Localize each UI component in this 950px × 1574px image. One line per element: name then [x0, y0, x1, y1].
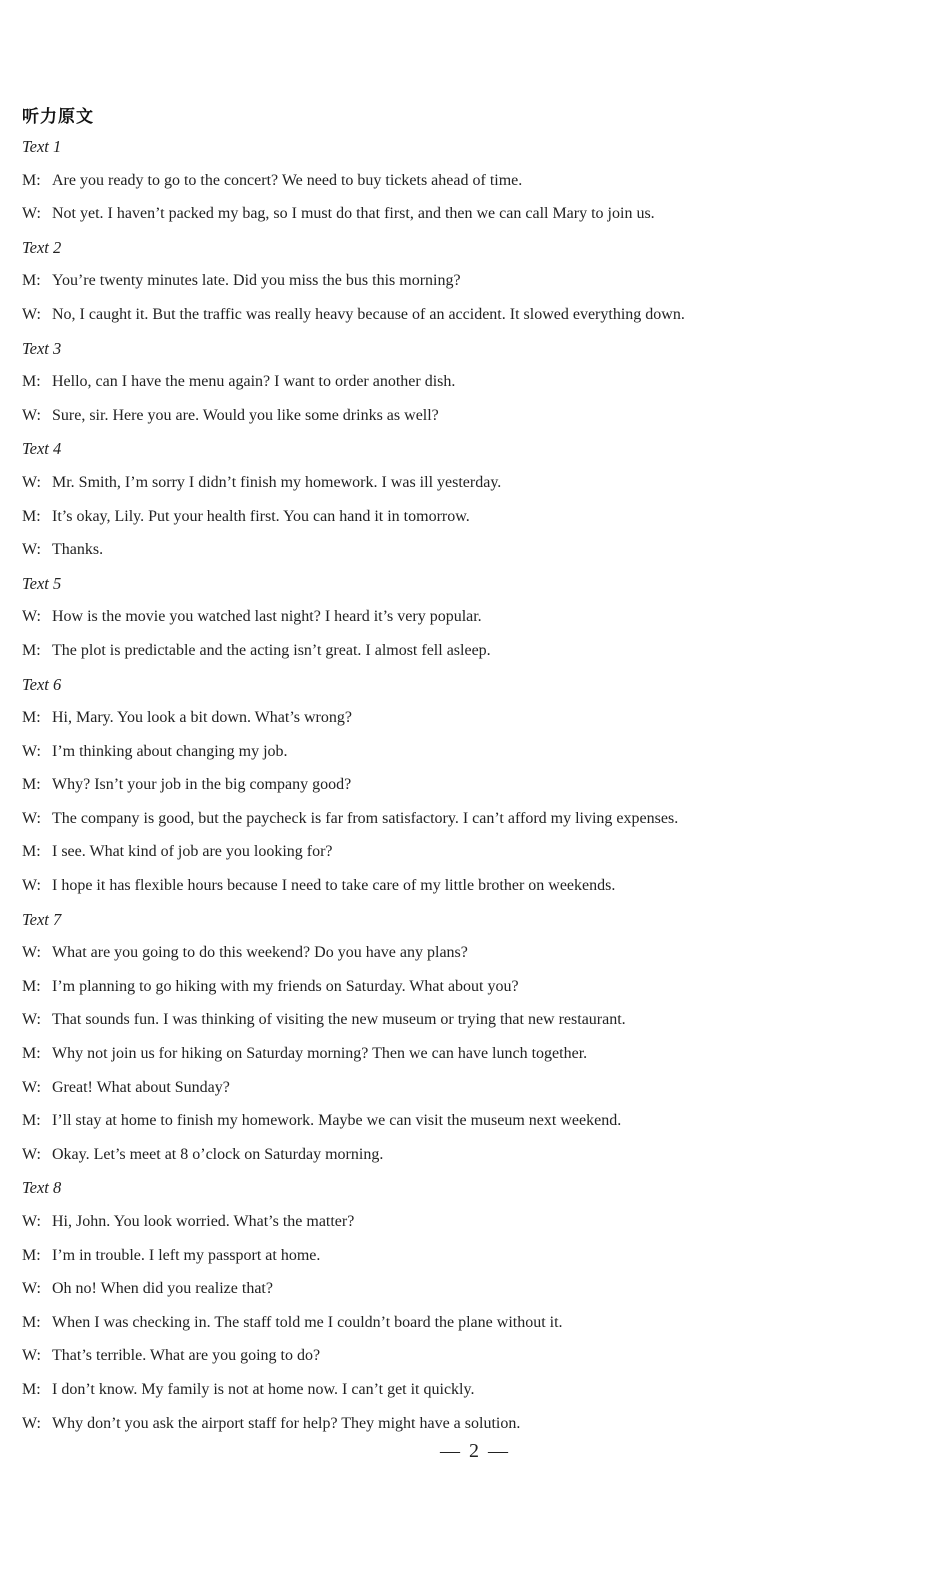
section-label: Text 2: [22, 237, 62, 257]
dialogue-text: I’ll stay at home to finish my homework. Maybe we can visit the museum next weekend.: [52, 1112, 622, 1130]
speaker-label: M:: [22, 1045, 41, 1063]
dialogue-line: [22, 1071, 922, 1105]
page-number: — 2 —: [440, 1440, 510, 1462]
dialogue-line: [22, 936, 922, 970]
speaker-label: M:: [22, 1313, 41, 1331]
dialogue-line: [22, 399, 922, 433]
dialogue-line: [22, 1306, 922, 1340]
dialogue-text: It’s okay, Lily. Put your health first. You can hand it in tomorrow.: [52, 507, 470, 525]
section-label: Text 3: [22, 338, 62, 358]
speaker-label: W:: [22, 1078, 41, 1096]
speaker-label: M:: [22, 373, 41, 391]
dialogue-text: Are you ready to go to the concert? We need to buy tickets ahead of time.: [52, 171, 523, 189]
dialogue-line: [22, 1407, 922, 1441]
speaker-label: W:: [22, 205, 41, 223]
speaker-label: W:: [22, 305, 41, 323]
dialogue-text: Oh no! When did you realize that?: [52, 1280, 273, 1298]
dialogue-line: [22, 298, 922, 332]
dialogue-line: [22, 533, 922, 567]
speaker-label: W:: [22, 473, 41, 491]
dialogue-line: [22, 735, 922, 769]
dialogue-line: [22, 634, 922, 668]
speaker-label: W:: [22, 1213, 41, 1230]
dialogue-line: [22, 835, 922, 869]
section-label: Text 8: [22, 1178, 62, 1198]
section-label: Text 4: [22, 439, 62, 459]
transcript-body: [22, 130, 922, 1440]
dialogue-line: [22, 802, 922, 836]
dialogue-line: [22, 600, 922, 634]
dialogue-line: [22, 1003, 922, 1037]
dialogue-line: [22, 701, 922, 735]
speaker-label: M:: [22, 776, 41, 794]
dialogue-text: Mr. Smith, I’m sorry I didn’t finish my homework. I was ill yesterday.: [52, 473, 502, 491]
speaker-label: M:: [22, 1380, 41, 1398]
dialogue-line: [22, 1037, 922, 1071]
dialogue-line: [22, 466, 922, 500]
speaker-label: M:: [22, 641, 41, 659]
dialogue-text: You’re twenty minutes late. Did you miss the bus this morning?: [52, 272, 461, 290]
section-label: Text 7: [22, 909, 62, 929]
speaker-label: W:: [22, 541, 41, 559]
dialogue-text: I don’t know. My family is not at home now. I can’t get it quickly.: [52, 1380, 475, 1398]
speaker-label: M:: [22, 171, 41, 189]
dialogue-text: Great! What about Sunday?: [52, 1078, 230, 1096]
dialogue-text: Hi, John. You look worried. What’s the matter?: [52, 1213, 355, 1230]
dialogue-line: [22, 1104, 922, 1138]
speaker-label: W:: [22, 1280, 41, 1298]
speaker-label: W:: [22, 1011, 41, 1029]
speaker-label: M:: [22, 977, 41, 995]
dialogue-text: I’m planning to go hiking with my friends on Saturday. What about you?: [52, 977, 519, 995]
dialogue-text: What are you going to do this weekend? Do you have any plans?: [52, 944, 468, 962]
speaker-label: W:: [22, 1414, 41, 1432]
dialogue-text: Why not join us for hiking on Saturday morning? Then we can have lunch together.: [52, 1045, 588, 1063]
dialogue-text: I hope it has flexible hours because I need to take care of my little brother on weekends.: [52, 877, 616, 895]
dialogue-text: That sounds fun. I was thinking of visiting the new museum or trying that new restaurant.: [52, 1011, 626, 1029]
speaker-label: W:: [22, 608, 41, 626]
dialogue-line: [22, 164, 922, 198]
dialogue-text: The company is good, but the paycheck is far from satisfactory. I can’t afford my living expenses.: [52, 809, 679, 827]
dialogue-line: [22, 264, 922, 298]
dialogue-line: [22, 1339, 922, 1373]
dialogue-line: [22, 365, 922, 399]
dialogue-line: [22, 500, 922, 534]
dialogue-line: [22, 768, 922, 802]
speaker-label: W:: [22, 877, 41, 895]
dialogue-text: No, I caught it. But the traffic was really heavy because of an accident. It slowed everything down.: [52, 305, 685, 323]
speaker-label: W:: [22, 1145, 41, 1163]
dialogue-text: How is the movie you watched last night? I heard it’s very popular.: [52, 608, 482, 626]
section-label: Text 5: [22, 573, 62, 593]
dialogue-text: Hi, Mary. You look a bit down. What’s wrong?: [52, 709, 352, 727]
dialogue-text: Not yet. I haven’t packed my bag, so I must do that first, and then we can call Mary to join us.: [52, 205, 655, 223]
dialogue-line: [22, 1272, 922, 1306]
speaker-label: W:: [22, 809, 41, 827]
speaker-label: M:: [22, 272, 41, 290]
dialogue-text: I’m thinking about changing my job.: [52, 742, 288, 760]
dialogue-text: The plot is predictable and the acting isn’t great. I almost fell asleep.: [52, 641, 491, 659]
dialogue-line: [22, 1205, 922, 1239]
speaker-label: W:: [22, 944, 41, 962]
dialogue-line: [22, 1373, 922, 1407]
speaker-label: M:: [22, 507, 41, 525]
section-label: Text 1: [22, 137, 62, 156]
dialogue-text: Hello, can I have the menu again? I want to order another dish.: [52, 373, 456, 391]
section-label: Text 6: [22, 674, 62, 694]
speaker-label: W:: [22, 1347, 41, 1365]
speaker-label: M:: [22, 1246, 41, 1264]
dialogue-text: Thanks.: [52, 541, 104, 559]
speaker-label: M:: [22, 843, 41, 861]
dialogue-text: Why? Isn’t your job in the big company good?: [52, 776, 352, 794]
dialogue-line: [22, 869, 922, 903]
dialogue-text: I see. What kind of job are you looking for?: [52, 843, 333, 861]
dialogue-text: Sure, sir. Here you are. Would you like some drinks as well?: [52, 406, 439, 424]
dialogue-text: I’m in trouble. I left my passport at home.: [52, 1246, 321, 1264]
speaker-label: W:: [22, 406, 41, 424]
dialogue-text: Okay. Let’s meet at 8 o’clock on Saturday morning.: [52, 1145, 384, 1163]
dialogue-text: That’s terrible. What are you going to do?: [52, 1347, 321, 1365]
page-title: 听力原文: [22, 107, 94, 127]
dialogue-line: [22, 1138, 922, 1172]
speaker-label: M:: [22, 709, 41, 727]
speaker-label: M:: [22, 1112, 41, 1130]
dialogue-text: When I was checking in. The staff told me I couldn’t board the plane without it.: [52, 1313, 563, 1331]
dialogue-text: Why don’t you ask the airport staff for help? They might have a solution.: [52, 1414, 521, 1432]
dialogue-line: [22, 1239, 922, 1273]
dialogue-line: [22, 197, 922, 231]
dialogue-line: [22, 970, 922, 1004]
speaker-label: W:: [22, 742, 41, 760]
